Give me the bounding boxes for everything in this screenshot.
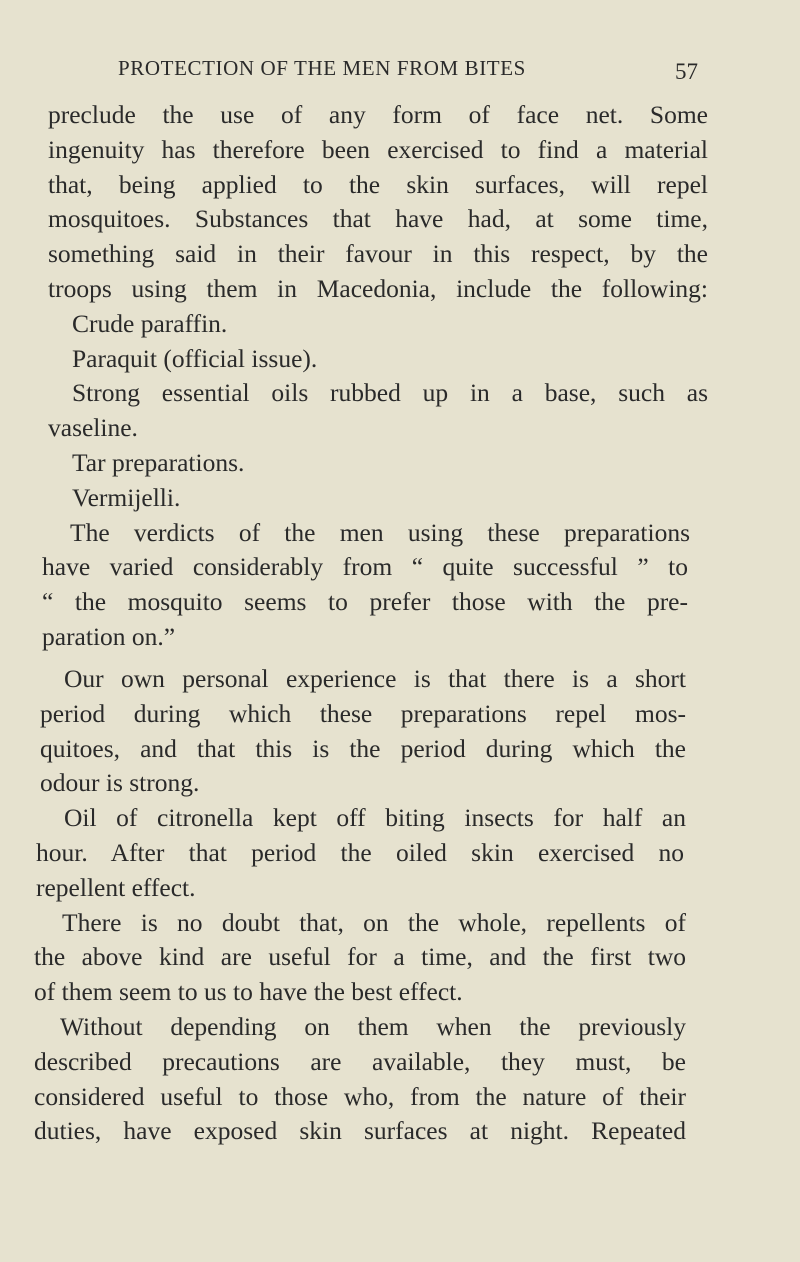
text-line: duties, have exposed skin surfaces at night. Repeated bbox=[34, 1116, 686, 1146]
page-number: 57 bbox=[675, 59, 698, 84]
text-line: have varied considerably from “ quite successful ” to bbox=[42, 552, 688, 582]
text-line: described precautions are available, they must, be bbox=[34, 1046, 686, 1076]
text-line: the above kind are useful for a time, and the first two bbox=[34, 942, 686, 972]
text-line: something said in their favour in this respect, by the bbox=[48, 239, 708, 269]
text-line: repellent effect. bbox=[36, 872, 196, 902]
text-line: Oil of citronella kept off biting insects for half an bbox=[64, 803, 686, 833]
list-item: Tar preparations. bbox=[72, 447, 245, 477]
text-line: “ the mosquito seems to prefer those with the pre- bbox=[42, 587, 688, 617]
text-line: considered useful to those who, from the nature of their bbox=[34, 1081, 686, 1111]
body-text-lower bbox=[34, 662, 694, 1149]
text-line: Our own personal experience is that there is a short bbox=[64, 664, 686, 693]
text-line: preclude the use of any form of face net. Some bbox=[48, 100, 708, 129]
text-line: The verdicts of the men using these preparations bbox=[70, 517, 690, 547]
text-line: mosquitoes. Substances that have had, at some time, bbox=[48, 204, 708, 234]
list-item: Vermijelli. bbox=[72, 482, 181, 512]
text-line: that, being applied to the skin surfaces, will repel bbox=[48, 169, 708, 199]
text-line: odour is strong. bbox=[40, 768, 200, 798]
list-item: Crude paraffin. bbox=[72, 308, 228, 338]
text-line: quitoes, and that this is the period during which the bbox=[40, 733, 686, 763]
body-text-upper bbox=[42, 98, 708, 655]
text-line: ingenuity has therefore been exercised to find a material bbox=[48, 134, 708, 164]
text-line: of them seem to us to have the best effect. bbox=[34, 977, 463, 1007]
text-line: hour. After that period the oiled skin exercised no bbox=[36, 837, 684, 867]
page-header bbox=[118, 56, 698, 92]
text-line: There is no doubt that, on the whole, repellents of bbox=[62, 907, 686, 937]
text-line: Without depending on them when the previously bbox=[60, 1011, 686, 1041]
running-head: PROTECTION OF THE MEN FROM BITES bbox=[118, 56, 526, 80]
text-line: vaseline. bbox=[48, 413, 138, 443]
text-line: period during which these preparations repel mos- bbox=[40, 698, 686, 728]
text-line: troops using them in Macedonia, include the following: bbox=[48, 273, 708, 303]
text-line: paration on.” bbox=[42, 621, 176, 651]
list-item: Paraquit (official issue). bbox=[72, 343, 318, 373]
list-item: Strong essential oils rubbed up in a base, such as bbox=[72, 378, 708, 408]
